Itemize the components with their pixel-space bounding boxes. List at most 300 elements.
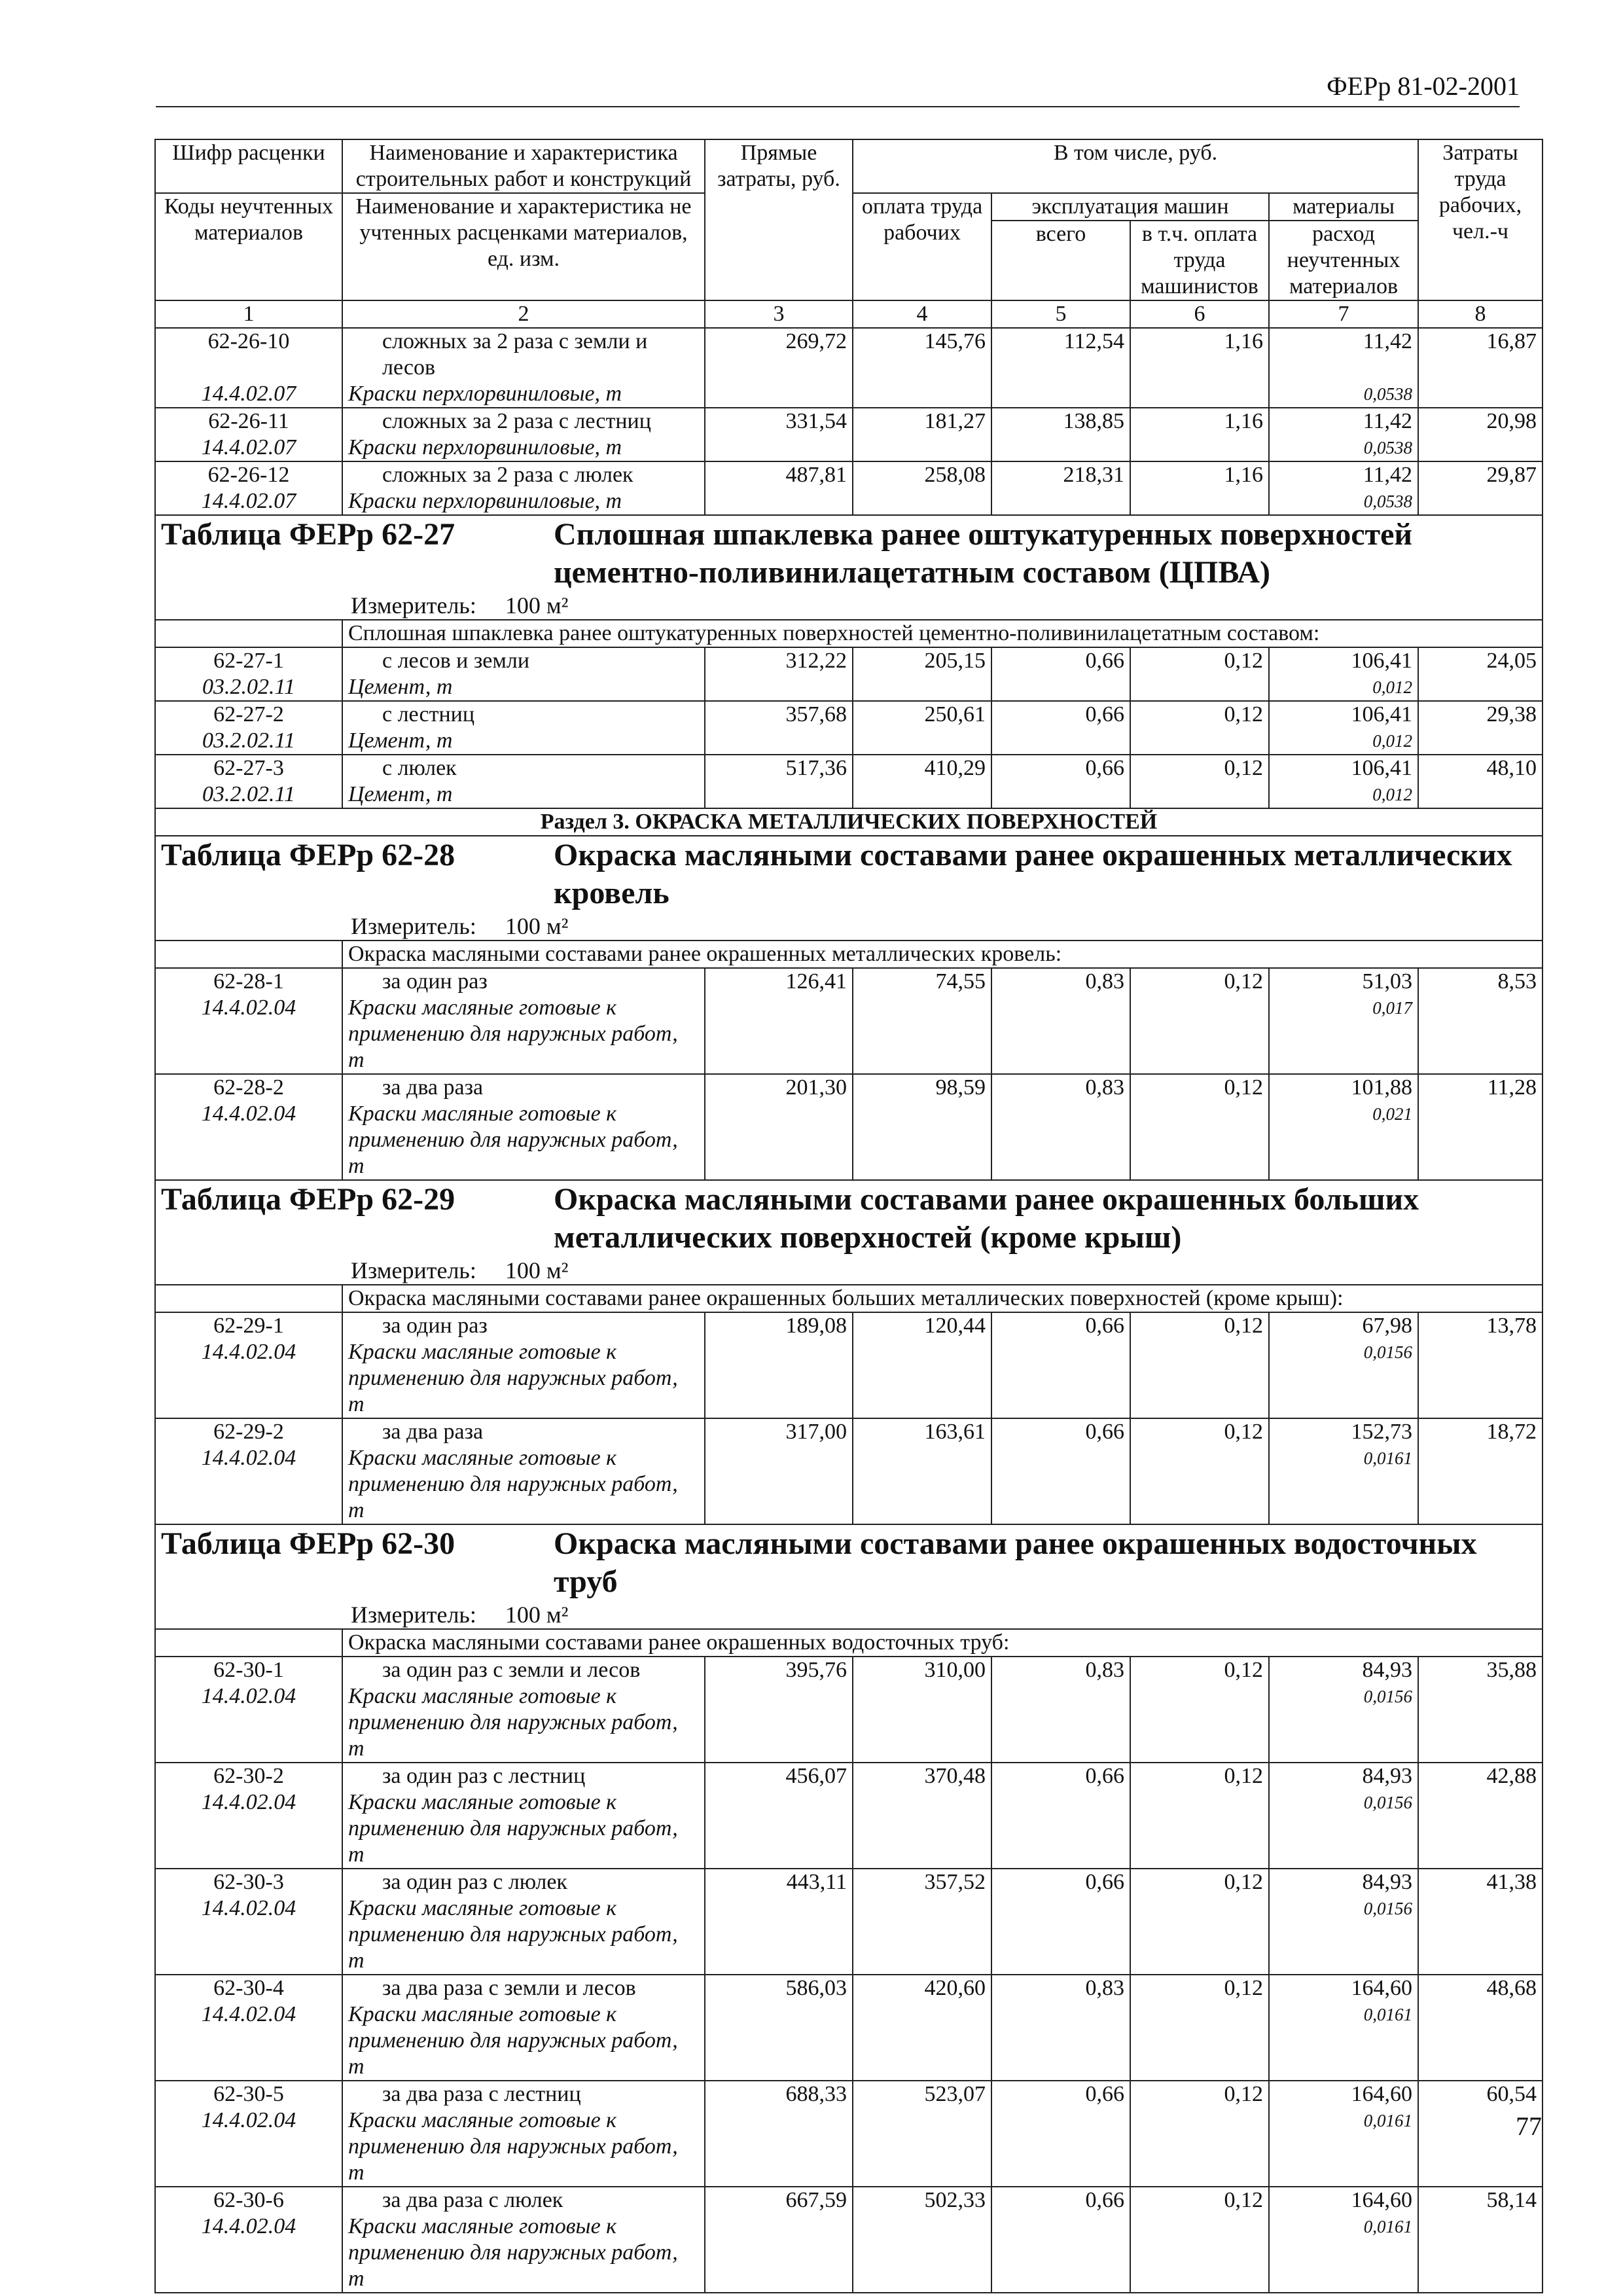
- materials-value: 84,93: [1269, 1657, 1418, 1683]
- direct-costs-value: 443,11: [705, 1869, 853, 1895]
- machines-total-value: 218,31: [991, 461, 1130, 488]
- material-consumption: 0,0156: [1269, 1789, 1418, 1869]
- material-consumption: 0,0538: [1269, 381, 1418, 408]
- empty-cell: [853, 728, 991, 755]
- material-code: 03.2.02.11: [155, 674, 342, 701]
- empty-cell: [991, 781, 1130, 808]
- table-title: Окраска масляными составами ранее окрашенных больших металлических поверхностей (кроме крыш): [554, 1182, 1419, 1255]
- material-code: 14.4.02.04: [155, 2214, 342, 2293]
- empty-cell: [991, 1445, 1130, 1524]
- rate-code: 62-30-3: [155, 1869, 342, 1895]
- rate-description: за один раз с земли и лесов: [342, 1657, 705, 1683]
- rate-code: 62-26-11: [155, 408, 342, 435]
- labor-hours-value: 8,53: [1418, 968, 1543, 1074]
- header-row-1: [155, 139, 1543, 193]
- material-description: Краски масляные готовые к применению для наружных работ, т: [342, 2001, 705, 2081]
- empty-cell: [705, 2108, 853, 2187]
- measure-label: Измеритель:: [351, 1257, 476, 1283]
- empty-cell: [853, 2214, 991, 2293]
- materials-value: 106,41: [1269, 701, 1418, 728]
- empty-cell: [705, 728, 853, 755]
- empty-cell: [1130, 2214, 1269, 2293]
- empty-cell: [705, 1895, 853, 1975]
- empty-cell: [1130, 488, 1269, 515]
- empty-cell: [853, 674, 991, 701]
- empty-cell: [705, 1339, 853, 1418]
- subheading-text: Сплошная шпаклевка ранее оштукатуренных поверхностей цементно-поливинилацетатным составом:: [342, 620, 1543, 647]
- rate-code: 62-30-1: [155, 1657, 342, 1683]
- direct-costs-value: 688,33: [705, 2081, 853, 2108]
- direct-costs-value: 667,59: [705, 2187, 853, 2214]
- material-code: 03.2.02.11: [155, 781, 342, 808]
- material-code: 14.4.02.07: [155, 435, 342, 461]
- empty-cell: [853, 435, 991, 461]
- rate-code: 62-28-2: [155, 1074, 342, 1101]
- labor-hours-value: 20,98: [1418, 408, 1543, 461]
- empty-cell: [991, 1339, 1130, 1418]
- operators-pay-value: 1,16: [1130, 408, 1269, 435]
- material-row: [155, 1683, 1543, 1763]
- material-row: [155, 728, 1543, 755]
- table-caption: [155, 836, 1543, 941]
- subheading-row: [155, 620, 1543, 647]
- labor-pay-value: 370,48: [853, 1763, 991, 1789]
- labor-pay-value: 181,27: [853, 408, 991, 435]
- labor-hours-value: 16,87: [1418, 328, 1543, 408]
- rate-code: 62-28-1: [155, 968, 342, 995]
- machines-total-value: 0,66: [991, 755, 1130, 781]
- machines-total-value: 112,54: [991, 328, 1130, 381]
- header-machines: эксплуатация машин: [991, 193, 1269, 221]
- rate-row: [155, 1869, 1543, 1895]
- rate-description: за один раз с люлек: [342, 1869, 705, 1895]
- rate-description: за один раз с лестниц: [342, 1763, 705, 1789]
- rate-description: за один раз: [342, 1312, 705, 1339]
- col-number: 1: [155, 300, 342, 328]
- header-labor-pay: оплата труда рабочих: [853, 193, 991, 300]
- operators-pay-value: 0,12: [1130, 1869, 1269, 1895]
- labor-hours-value: 18,72: [1418, 1418, 1543, 1524]
- material-row: [155, 2214, 1543, 2293]
- material-consumption: 0,021: [1269, 1101, 1418, 1180]
- labor-pay-value: 258,08: [853, 461, 991, 488]
- empty-cell: [991, 1101, 1130, 1180]
- labor-hours-value: 41,38: [1418, 1869, 1543, 1975]
- machines-total-value: 0,66: [991, 2187, 1130, 2214]
- page-number: 77: [1516, 2111, 1542, 2141]
- labor-pay-value: 310,00: [853, 1657, 991, 1683]
- material-description: Цемент, т: [342, 781, 705, 808]
- material-code: 14.4.02.04: [155, 1101, 342, 1180]
- empty-cell: [1130, 781, 1269, 808]
- empty-cell: [705, 2214, 853, 2293]
- material-row: [155, 781, 1543, 808]
- document-code: ФЕРр 81-02-2001: [1327, 71, 1520, 101]
- col-number: 4: [853, 300, 991, 328]
- empty-cell: [991, 1895, 1130, 1975]
- empty-cell: [1130, 1789, 1269, 1869]
- empty-cell: [853, 1683, 991, 1763]
- table-caption: [155, 1180, 1543, 1285]
- material-description: Краски масляные готовые к применению для наружных работ, т: [342, 1789, 705, 1869]
- empty-cell: [705, 1789, 853, 1869]
- material-row: [155, 2001, 1543, 2081]
- material-consumption: 0,0538: [1269, 488, 1418, 515]
- measure-value: 100 м²: [505, 592, 569, 619]
- measure-label: Измеритель:: [351, 1602, 476, 1628]
- operators-pay-value: 0,12: [1130, 647, 1269, 674]
- header-incl-operators: в т.ч. оплата труда машинистов: [1130, 221, 1269, 300]
- rate-code: 62-26-10: [155, 328, 342, 381]
- operators-pay-value: 0,12: [1130, 1763, 1269, 1789]
- labor-hours-value: 11,28: [1418, 1074, 1543, 1180]
- operators-pay-value: 0,12: [1130, 2187, 1269, 2214]
- header-materials: материалы: [1269, 193, 1418, 221]
- labor-pay-value: 74,55: [853, 968, 991, 995]
- direct-costs-value: 517,36: [705, 755, 853, 781]
- machines-total-value: 0,83: [991, 1975, 1130, 2001]
- caption-head: [161, 1181, 1537, 1257]
- material-code: 14.4.02.04: [155, 2001, 342, 2081]
- col-number: 2: [342, 300, 705, 328]
- material-description: Краски масляные готовые к применению для наружных работ, т: [342, 1445, 705, 1524]
- empty-cell: [991, 995, 1130, 1074]
- table-title: Окраска масляными составами ранее окрашенных металлических кровель: [554, 838, 1512, 910]
- rate-row: [155, 755, 1543, 781]
- empty-cell: [1130, 435, 1269, 461]
- direct-costs-value: 395,76: [705, 1657, 853, 1683]
- header-total: всего: [991, 221, 1130, 300]
- labor-pay-value: 410,29: [853, 755, 991, 781]
- direct-costs-value: 189,08: [705, 1312, 853, 1339]
- material-code: 14.4.02.07: [155, 488, 342, 515]
- empty-cell: [1130, 2108, 1269, 2187]
- material-description: Краски перхлорвиниловые, т: [342, 381, 705, 408]
- caption-head: [161, 516, 1537, 592]
- materials-value: 51,03: [1269, 968, 1418, 995]
- material-row: [155, 2108, 1543, 2187]
- empty-cell: [1130, 1101, 1269, 1180]
- col-number: 3: [705, 300, 853, 328]
- material-code: 14.4.02.04: [155, 1445, 342, 1524]
- empty-cell: [991, 2214, 1130, 2293]
- rate-row: [155, 1763, 1543, 1789]
- rate-row: [155, 328, 1543, 381]
- operators-pay-value: 0,12: [1130, 1975, 1269, 2001]
- material-description: Краски перхлорвиниловые, т: [342, 488, 705, 515]
- materials-value: 152,73: [1269, 1418, 1418, 1445]
- empty-cell: [991, 488, 1130, 515]
- labor-pay-value: 420,60: [853, 1975, 991, 2001]
- empty-cell: [991, 674, 1130, 701]
- material-code: 14.4.02.04: [155, 995, 342, 1074]
- rate-description: за два раза с земли и лесов: [342, 1975, 705, 2001]
- labor-hours-value: 29,38: [1418, 701, 1543, 755]
- rate-description: сложных за 2 раза с земли и лесов: [342, 328, 705, 381]
- materials-value: 67,98: [1269, 1312, 1418, 1339]
- table-caption-row: [155, 836, 1543, 941]
- labor-pay-value: 120,44: [853, 1312, 991, 1339]
- material-consumption: 0,0161: [1269, 2214, 1418, 2293]
- empty-cell: [705, 435, 853, 461]
- measure: [351, 592, 1537, 619]
- machines-total-value: 0,66: [991, 701, 1130, 728]
- rate-row: [155, 1312, 1543, 1339]
- machines-total-value: 0,83: [991, 1074, 1130, 1101]
- materials-value: 164,60: [1269, 2187, 1418, 2214]
- material-description: Краски перхлорвиниловые, т: [342, 435, 705, 461]
- materials-value: 11,42: [1269, 408, 1418, 435]
- materials-value: 101,88: [1269, 1074, 1418, 1101]
- direct-costs-value: 586,03: [705, 1975, 853, 2001]
- col-number: 8: [1418, 300, 1543, 328]
- direct-costs-value: 317,00: [705, 1418, 853, 1445]
- rate-description: сложных за 2 раза с люлек: [342, 461, 705, 488]
- header-name-works: Наименование и характеристика строительных работ и конструкций: [342, 139, 705, 193]
- material-consumption: 0,012: [1269, 781, 1418, 808]
- material-row: [155, 1101, 1543, 1180]
- labor-pay-value: 205,15: [853, 647, 991, 674]
- rate-code: 62-30-2: [155, 1763, 342, 1789]
- empty-cell: [1130, 1895, 1269, 1975]
- measure: [351, 1601, 1537, 1628]
- material-row: [155, 995, 1543, 1074]
- material-consumption: 0,0161: [1269, 2108, 1418, 2187]
- labor-pay-value: 523,07: [853, 2081, 991, 2108]
- measure-value: 100 м²: [505, 913, 569, 939]
- labor-pay-value: 163,61: [853, 1418, 991, 1445]
- material-consumption: 0,0156: [1269, 1895, 1418, 1975]
- material-row: [155, 1895, 1543, 1975]
- direct-costs-value: 456,07: [705, 1763, 853, 1789]
- empty-cell: [705, 995, 853, 1074]
- materials-value: 11,42: [1269, 328, 1418, 381]
- material-code: 14.4.02.04: [155, 1339, 342, 1418]
- empty-cell: [1130, 1683, 1269, 1763]
- measure-label: Измеритель:: [351, 592, 476, 619]
- materials-value: 106,41: [1269, 647, 1418, 674]
- machines-total-value: 0,83: [991, 1657, 1130, 1683]
- operators-pay-value: 0,12: [1130, 968, 1269, 995]
- subheading-text: Окраска масляными составами ранее окрашенных металлических кровель:: [342, 941, 1543, 968]
- rate-row: [155, 1074, 1543, 1101]
- material-consumption: 0,0161: [1269, 2001, 1418, 2081]
- table-number: Таблица ФЕРр 62-28: [161, 838, 455, 872]
- empty-cell: [705, 1445, 853, 1524]
- machines-total-value: 0,66: [991, 2081, 1130, 2108]
- operators-pay-value: 0,12: [1130, 1312, 1269, 1339]
- table-title: Окраска масляными составами ранее окрашенных водосточных труб: [554, 1526, 1477, 1599]
- rate-code: 62-26-12: [155, 461, 342, 488]
- measure-label: Измеритель:: [351, 913, 476, 939]
- measure: [351, 1257, 1537, 1284]
- empty-cell: [991, 728, 1130, 755]
- material-consumption: 0,0156: [1269, 1339, 1418, 1418]
- rate-code: 62-27-3: [155, 755, 342, 781]
- table-caption: [155, 1524, 1543, 1629]
- labor-hours-value: 42,88: [1418, 1763, 1543, 1869]
- material-description: Краски масляные готовые к применению для наружных работ, т: [342, 1339, 705, 1418]
- empty-cell: [991, 2108, 1130, 2187]
- rates-table: [154, 139, 1543, 2293]
- rate-code: 62-29-1: [155, 1312, 342, 1339]
- rate-code: 62-29-2: [155, 1418, 342, 1445]
- empty-cell: [1130, 728, 1269, 755]
- measure-value: 100 м²: [505, 1602, 569, 1628]
- empty-cell: [1130, 381, 1269, 408]
- direct-costs-value: 357,68: [705, 701, 853, 728]
- material-row: [155, 674, 1543, 701]
- labor-pay-value: 357,52: [853, 1869, 991, 1895]
- table-caption-row: [155, 1524, 1543, 1629]
- subheading-row: [155, 1629, 1543, 1657]
- subheading-text: Окраска масляными составами ранее окрашенных водосточных труб:: [342, 1629, 1543, 1657]
- empty-cell: [705, 674, 853, 701]
- material-consumption: 0,012: [1269, 674, 1418, 701]
- direct-costs-value: 269,72: [705, 328, 853, 381]
- empty-cell: [991, 435, 1130, 461]
- material-description: Краски масляные готовые к применению для наружных работ, т: [342, 1101, 705, 1180]
- empty-cell: [705, 1101, 853, 1180]
- empty-cell: [1130, 1339, 1269, 1418]
- material-row: [155, 1339, 1543, 1418]
- header-codes: Коды неучтенных материалов: [155, 193, 342, 300]
- rate-description: за два раза с люлек: [342, 2187, 705, 2214]
- empty-cell: [1130, 2001, 1269, 2081]
- measure-value: 100 м²: [505, 1257, 569, 1283]
- empty-cell: [853, 1789, 991, 1869]
- machines-total-value: 0,66: [991, 647, 1130, 674]
- material-row: [155, 435, 1543, 461]
- operators-pay-value: 0,12: [1130, 2081, 1269, 2108]
- material-description: Краски масляные готовые к применению для наружных работ, т: [342, 995, 705, 1074]
- rate-row: [155, 408, 1543, 435]
- labor-hours-value: 35,88: [1418, 1657, 1543, 1763]
- rate-description: за два раза с лестниц: [342, 2081, 705, 2108]
- materials-value: 164,60: [1269, 2081, 1418, 2108]
- empty-cell: [1130, 1445, 1269, 1524]
- material-description: Краски масляные готовые к применению для наружных работ, т: [342, 2108, 705, 2187]
- empty-cell: [155, 1285, 342, 1312]
- rate-description: за один раз: [342, 968, 705, 995]
- header-direct-costs: Прямые затраты, руб.: [705, 139, 853, 300]
- machines-total-value: 0,66: [991, 1869, 1130, 1895]
- empty-cell: [853, 1895, 991, 1975]
- machines-total-value: 0,66: [991, 1418, 1130, 1445]
- rate-row: [155, 1657, 1543, 1683]
- labor-hours-value: 24,05: [1418, 647, 1543, 701]
- empty-cell: [991, 1789, 1130, 1869]
- empty-cell: [705, 488, 853, 515]
- material-row: [155, 381, 1543, 408]
- material-consumption: 0,0161: [1269, 1445, 1418, 1524]
- material-consumption: 0,012: [1269, 728, 1418, 755]
- section-title: Раздел 3. ОКРАСКА МЕТАЛЛИЧЕСКИХ ПОВЕРХНОСТЕЙ: [155, 808, 1543, 836]
- materials-value: 164,60: [1269, 1975, 1418, 2001]
- rate-row: [155, 1418, 1543, 1445]
- rate-code: 62-27-2: [155, 701, 342, 728]
- measure: [351, 912, 1537, 940]
- machines-total-value: 0,66: [991, 1312, 1130, 1339]
- caption-head: [161, 836, 1537, 912]
- operators-pay-value: 0,12: [1130, 755, 1269, 781]
- material-consumption: 0,0156: [1269, 1683, 1418, 1763]
- material-row: [155, 1445, 1543, 1524]
- material-code: 03.2.02.11: [155, 728, 342, 755]
- direct-costs-value: 201,30: [705, 1074, 853, 1101]
- materials-value: 106,41: [1269, 755, 1418, 781]
- labor-hours-value: 48,10: [1418, 755, 1543, 808]
- material-description: Краски масляные готовые к применению для наружных работ, т: [342, 1683, 705, 1763]
- materials-value: 11,42: [1269, 461, 1418, 488]
- operators-pay-value: 0,12: [1130, 701, 1269, 728]
- empty-cell: [853, 381, 991, 408]
- direct-costs-value: 331,54: [705, 408, 853, 435]
- rate-code: 62-30-4: [155, 1975, 342, 2001]
- empty-cell: [853, 1339, 991, 1418]
- empty-cell: [1130, 995, 1269, 1074]
- rate-code: 62-27-1: [155, 647, 342, 674]
- material-row: [155, 488, 1543, 515]
- rate-row: [155, 701, 1543, 728]
- section-row: [155, 808, 1543, 836]
- subheading-row: [155, 941, 1543, 968]
- empty-cell: [705, 381, 853, 408]
- rate-description: с лестниц: [342, 701, 705, 728]
- empty-cell: [705, 781, 853, 808]
- empty-cell: [853, 2108, 991, 2187]
- material-description: Краски масляные готовые к применению для наружных работ, т: [342, 2214, 705, 2293]
- operators-pay-value: 1,16: [1130, 328, 1269, 381]
- material-description: Краски масляные готовые к применению для наружных работ, т: [342, 1895, 705, 1975]
- empty-cell: [853, 1445, 991, 1524]
- subheading-text: Окраска масляными составами ранее окрашенных больших металлических поверхностей (кроме крыш):: [342, 1285, 1543, 1312]
- labor-hours-value: 60,54: [1418, 2081, 1543, 2187]
- material-code: 14.4.02.04: [155, 1683, 342, 1763]
- rate-description: сложных за 2 раза с лестниц: [342, 408, 705, 435]
- labor-hours-value: 58,14: [1418, 2187, 1543, 2293]
- material-description: Цемент, т: [342, 728, 705, 755]
- labor-pay-value: 145,76: [853, 328, 991, 381]
- material-code: 14.4.02.04: [155, 1789, 342, 1869]
- header-labor-costs: Затраты труда рабочих, чел.-ч: [1418, 139, 1543, 300]
- rate-row: [155, 461, 1543, 488]
- table-caption-row: [155, 515, 1543, 620]
- material-description: Цемент, т: [342, 674, 705, 701]
- empty-cell: [991, 2001, 1130, 2081]
- operators-pay-value: 0,12: [1130, 1418, 1269, 1445]
- rate-row: [155, 1975, 1543, 2001]
- subheading-row: [155, 1285, 1543, 1312]
- labor-pay-value: 98,59: [853, 1074, 991, 1101]
- table-caption-row: [155, 1180, 1543, 1285]
- rate-description: за два раза: [342, 1074, 705, 1101]
- materials-value: 84,93: [1269, 1869, 1418, 1895]
- empty-cell: [155, 941, 342, 968]
- empty-cell: [853, 995, 991, 1074]
- operators-pay-value: 0,12: [1130, 1657, 1269, 1683]
- direct-costs-value: 487,81: [705, 461, 853, 488]
- material-code: 14.4.02.04: [155, 1895, 342, 1975]
- machines-total-value: 138,85: [991, 408, 1130, 435]
- labor-pay-value: 250,61: [853, 701, 991, 728]
- header-cipher: Шифр расценки: [155, 139, 342, 193]
- empty-cell: [155, 620, 342, 647]
- table-title: Сплошная шпаклевка ранее оштукатуренных поверхностей цементно-поливинилацетатным составом (ЦПВА): [554, 517, 1413, 590]
- rate-row: [155, 647, 1543, 674]
- material-code: 14.4.02.07: [155, 381, 342, 408]
- rate-row: [155, 968, 1543, 995]
